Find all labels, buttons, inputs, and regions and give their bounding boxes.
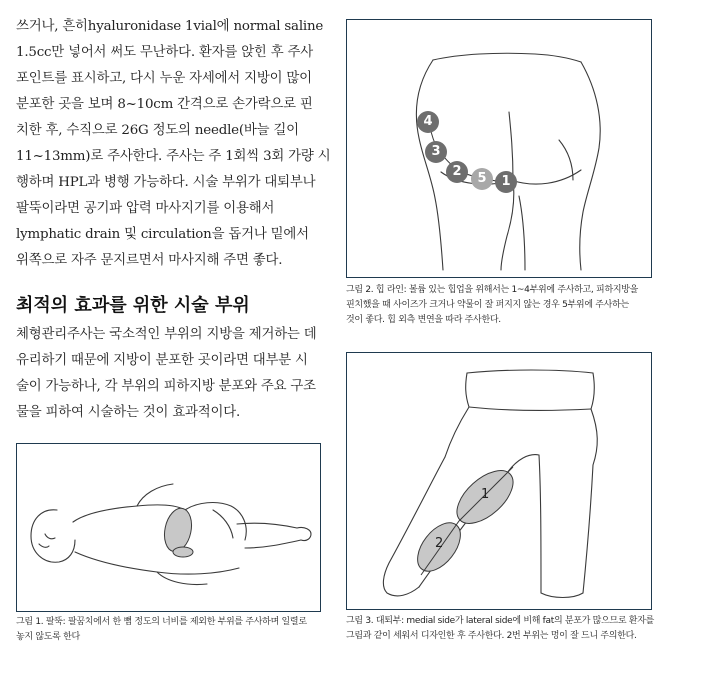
section-line: 유리하기 때문에 지방이 분포한 곳이라면 대부분 시 <box>16 353 308 368</box>
figure-2-hip-illustration <box>347 20 651 277</box>
body-line: 분포한 곳을 보며 8~10cm 간격으로 손가락으로 핀 <box>16 97 313 112</box>
figure-1-caption <box>16 615 336 645</box>
figure-2-frame <box>346 19 652 278</box>
caption-line: 그림 2. 힙 라인: 볼륨 있는 힙업을 위해서는 1~4부위에 주사하고, 피하지방을 <box>346 285 639 295</box>
caption-line: 그림 1. 팔뚝: 팔꿈치에서 한 뼘 정도의 너비를 제외한 부위를 주사하며 일렬로 <box>16 617 307 627</box>
body-line: 쓰거나, 흔히hyaluronidase 1vial에 normal saline <box>16 19 324 34</box>
caption-line: 그림과 같이 세워서 디자인한 후 주사한다. 2번 부위는 멍이 잘 드니 주의한다. <box>346 631 637 641</box>
body-line: 팔뚝이라면 공기파 압력 마사지기를 이용해서 <box>16 201 275 216</box>
section-line: 체형관리주사는 국소적인 부위의 지방을 제거하는 데 <box>16 327 317 342</box>
body-paragraph <box>16 14 331 274</box>
body-line: lymphatic drain 및 circulation을 돕거나 밑에서 <box>16 227 309 242</box>
thigh-zone-1-label: 1 <box>481 487 490 502</box>
section-line: 물을 피하여 시술하는 것이 효과적이다. <box>16 405 241 420</box>
caption-line: 핀치했을 때 사이즈가 크거나 약물이 잘 퍼지지 않는 경우 5부위에 주사하는 <box>346 300 629 310</box>
section-line: 술이 가능하나, 각 부위의 피하지방 분포와 주요 구조 <box>16 379 316 394</box>
hip-point-3-marker: 3 <box>425 141 447 163</box>
caption-line: 놓지 않도록 한다 <box>16 632 80 642</box>
body-line: 행하며 HPL과 병행 가능하다. 시술 부위가 대퇴부나 <box>16 175 316 190</box>
figure-3-caption <box>346 614 686 644</box>
body-line: 1.5cc만 넣어서 써도 무난하다. 환자를 앉힌 후 주사 <box>16 45 313 60</box>
caption-line: 것이 좋다. 힙 외측 변연을 따라 주사한다. <box>346 315 501 325</box>
body-line: 11~13mm)로 주사한다. 주사는 주 1회씩 3회 가량 시 <box>16 149 331 164</box>
figure-3-frame <box>346 352 652 610</box>
caption-line: 그림 3. 대퇴부: medial side가 lateral side에 비해 fat의 분포가 많으므로 환자를 <box>346 616 654 626</box>
section-paragraph <box>16 322 316 426</box>
body-line: 치한 후, 수직으로 26G 정도의 needle(바늘 길이 <box>16 123 299 138</box>
figure-2-caption <box>346 283 676 328</box>
hip-point-5-marker: 5 <box>471 168 493 190</box>
figure-1-arm-illustration <box>17 444 320 611</box>
figure-3-thigh-illustration <box>347 353 651 609</box>
section-heading: 최적의 효과를 위한 시술 부위 <box>16 295 250 316</box>
thigh-zone-2-label: 2 <box>435 536 444 551</box>
hip-point-1-marker: 1 <box>495 171 517 193</box>
figure-1-frame <box>16 443 321 612</box>
body-line: 위쪽으로 자주 문지르면서 마사지해 주면 좋다. <box>16 253 283 268</box>
hip-point-2-marker: 2 <box>446 161 468 183</box>
hip-point-4-marker: 4 <box>417 111 439 133</box>
body-line: 포인트를 표시하고, 다시 누운 자세에서 지방이 많이 <box>16 71 312 86</box>
